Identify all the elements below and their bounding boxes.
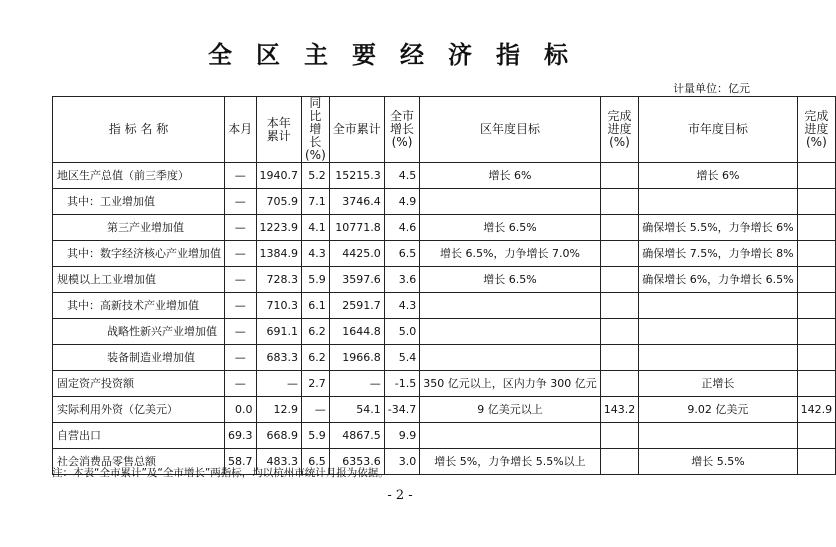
row-city-progress bbox=[797, 319, 836, 345]
row-city-total: 1644.8 bbox=[329, 319, 384, 345]
row-name: 规模以上工业增加值 bbox=[53, 267, 225, 293]
row-city-progress bbox=[797, 449, 836, 475]
row-district-progress bbox=[600, 267, 639, 293]
row-city-target: 增长 5.5% bbox=[639, 449, 797, 475]
row-city-total: 1966.8 bbox=[329, 345, 384, 371]
row-city-target bbox=[639, 423, 797, 449]
row-city-progress bbox=[797, 423, 836, 449]
row-name: 社会消费品零售总额 bbox=[53, 449, 225, 475]
row-district-target bbox=[420, 345, 600, 371]
row-city-total: 4425.0 bbox=[329, 241, 384, 267]
row-city-progress bbox=[797, 241, 836, 267]
row-city-target bbox=[639, 345, 797, 371]
row-district-target: 增长 6.5%，力争增长 7.0% bbox=[420, 241, 600, 267]
row-city-target: 增长 6% bbox=[639, 163, 797, 189]
table-body bbox=[53, 163, 836, 475]
row-district-target: 9 亿美元以上 bbox=[420, 397, 600, 423]
page-title: 全区主要经济指标 bbox=[208, 40, 592, 69]
row-yoy: 5.9 bbox=[302, 423, 330, 449]
row-district-target: 350 亿元以上，区内力争 300 亿元 bbox=[420, 371, 600, 397]
row-ytd: 1940.7 bbox=[256, 163, 302, 189]
row-city-growth: -1.5 bbox=[384, 371, 419, 397]
row-city-progress: 142.9 bbox=[797, 397, 836, 423]
row-city-total: 54.1 bbox=[329, 397, 384, 423]
row-ytd: 683.3 bbox=[256, 345, 302, 371]
row-name: 其中：数字经济核心产业增加值 bbox=[53, 241, 225, 267]
header-name: 指 标 名 称 bbox=[53, 97, 225, 163]
row-city-target bbox=[639, 189, 797, 215]
row-ytd: — bbox=[256, 371, 302, 397]
header-city-target: 市年度目标 bbox=[639, 97, 797, 163]
row-month: — bbox=[225, 371, 257, 397]
row-city-progress bbox=[797, 215, 836, 241]
header-city-growth: 全市增长 (%) bbox=[384, 97, 419, 163]
table-row bbox=[53, 397, 836, 423]
row-month: — bbox=[225, 189, 257, 215]
row-yoy: 2.7 bbox=[302, 371, 330, 397]
row-district-target bbox=[420, 423, 600, 449]
header-city-total: 全市累计 bbox=[329, 97, 384, 163]
row-district-progress bbox=[600, 241, 639, 267]
row-city-growth: 4.3 bbox=[384, 293, 419, 319]
row-yoy: 5.2 bbox=[302, 163, 330, 189]
row-yoy: — bbox=[302, 397, 330, 423]
row-name: 自营出口 bbox=[53, 423, 225, 449]
row-city-total: 3597.6 bbox=[329, 267, 384, 293]
row-district-progress: 143.2 bbox=[600, 397, 639, 423]
row-month: — bbox=[225, 267, 257, 293]
row-city-growth: 5.0 bbox=[384, 319, 419, 345]
row-ytd: 483.3 bbox=[256, 449, 302, 475]
table-row bbox=[53, 241, 836, 267]
row-district-target: 增长 6.5% bbox=[420, 267, 600, 293]
row-yoy: 4.3 bbox=[302, 241, 330, 267]
row-city-growth: -34.7 bbox=[384, 397, 419, 423]
row-district-target: 增长 6% bbox=[420, 163, 600, 189]
table-row bbox=[53, 267, 836, 293]
table-row bbox=[53, 345, 836, 371]
indicator-table bbox=[52, 96, 836, 475]
header-city-progress: 完成进度 (%) bbox=[797, 97, 836, 163]
table-row bbox=[53, 371, 836, 397]
table-row bbox=[53, 189, 836, 215]
row-name: 地区生产总值（前三季度） bbox=[53, 163, 225, 189]
row-city-progress bbox=[797, 267, 836, 293]
row-yoy: 7.1 bbox=[302, 189, 330, 215]
row-month: — bbox=[225, 241, 257, 267]
row-month: 0.0 bbox=[225, 397, 257, 423]
unit-label: 计量单位：亿元 bbox=[673, 82, 750, 95]
row-ytd: 12.9 bbox=[256, 397, 302, 423]
row-yoy: 4.1 bbox=[302, 215, 330, 241]
row-district-progress bbox=[600, 189, 639, 215]
row-city-target: 正增长 bbox=[639, 371, 797, 397]
header-ytd: 本年 累计 bbox=[256, 97, 302, 163]
row-city-progress bbox=[797, 163, 836, 189]
row-city-growth: 3.6 bbox=[384, 267, 419, 293]
row-month: 69.3 bbox=[225, 423, 257, 449]
row-month: 58.7 bbox=[225, 449, 257, 475]
row-city-growth: 6.5 bbox=[384, 241, 419, 267]
row-city-total: — bbox=[329, 371, 384, 397]
row-district-progress bbox=[600, 423, 639, 449]
row-ytd: 691.1 bbox=[256, 319, 302, 345]
row-city-target: 确保增长 5.5%，力争增长 6% bbox=[639, 215, 797, 241]
row-district-target: 增长 6.5% bbox=[420, 215, 600, 241]
row-city-total: 2591.7 bbox=[329, 293, 384, 319]
row-district-progress bbox=[600, 345, 639, 371]
row-district-target bbox=[420, 293, 600, 319]
header-district-progress: 完成进度 (%) bbox=[600, 97, 639, 163]
row-name: 实际利用外资（亿美元） bbox=[53, 397, 225, 423]
row-ytd: 1384.9 bbox=[256, 241, 302, 267]
row-month: — bbox=[225, 215, 257, 241]
header-yoy: 同比增长 (%) bbox=[302, 97, 330, 163]
row-city-growth: 5.4 bbox=[384, 345, 419, 371]
row-yoy: 6.2 bbox=[302, 345, 330, 371]
row-district-target bbox=[420, 319, 600, 345]
row-city-total: 4867.5 bbox=[329, 423, 384, 449]
row-city-progress bbox=[797, 371, 836, 397]
row-ytd: 728.3 bbox=[256, 267, 302, 293]
row-city-growth: 3.0 bbox=[384, 449, 419, 475]
row-ytd: 1223.9 bbox=[256, 215, 302, 241]
row-ytd: 668.9 bbox=[256, 423, 302, 449]
row-city-total: 10771.8 bbox=[329, 215, 384, 241]
row-city-target bbox=[639, 319, 797, 345]
row-city-total: 3746.4 bbox=[329, 189, 384, 215]
row-city-growth: 9.9 bbox=[384, 423, 419, 449]
row-city-target: 9.02 亿美元 bbox=[639, 397, 797, 423]
row-district-target bbox=[420, 189, 600, 215]
row-city-growth: 4.5 bbox=[384, 163, 419, 189]
row-city-progress bbox=[797, 345, 836, 371]
row-name: 第三产业增加值 bbox=[53, 215, 225, 241]
row-city-total: 6353.6 bbox=[329, 449, 384, 475]
row-district-progress bbox=[600, 293, 639, 319]
table-row bbox=[53, 423, 836, 449]
row-name: 其中：高新技术产业增加值 bbox=[53, 293, 225, 319]
row-district-target: 增长 5%，力争增长 5.5%以上 bbox=[420, 449, 600, 475]
row-district-progress bbox=[600, 449, 639, 475]
row-city-progress bbox=[797, 293, 836, 319]
table-header-row bbox=[53, 97, 836, 163]
row-ytd: 705.9 bbox=[256, 189, 302, 215]
row-city-target bbox=[639, 293, 797, 319]
row-yoy: 6.5 bbox=[302, 449, 330, 475]
table-row bbox=[53, 293, 836, 319]
row-month: — bbox=[225, 345, 257, 371]
table-row bbox=[53, 215, 836, 241]
row-name: 其中：工业增加值 bbox=[53, 189, 225, 215]
header-month: 本月 bbox=[225, 97, 257, 163]
row-name: 固定资产投资额 bbox=[53, 371, 225, 397]
row-district-progress bbox=[600, 215, 639, 241]
row-city-growth: 4.9 bbox=[384, 189, 419, 215]
row-city-progress bbox=[797, 189, 836, 215]
row-city-target: 确保增长 7.5%，力争增长 8% bbox=[639, 241, 797, 267]
row-month: — bbox=[225, 163, 257, 189]
row-name: 装备制造业增加值 bbox=[53, 345, 225, 371]
row-yoy: 5.9 bbox=[302, 267, 330, 293]
row-ytd: 710.3 bbox=[256, 293, 302, 319]
table-row bbox=[53, 163, 836, 189]
row-district-progress bbox=[600, 371, 639, 397]
row-name: 战略性新兴产业增加值 bbox=[53, 319, 225, 345]
header-district-target: 区年度目标 bbox=[420, 97, 600, 163]
row-city-total: 15215.3 bbox=[329, 163, 384, 189]
footnote: 注：本表“全市累计”及“全市增长”两指标，均以杭州市统计月报为依据。 bbox=[52, 467, 389, 479]
row-month: — bbox=[225, 319, 257, 345]
row-city-target: 确保增长 6%，力争增长 6.5% bbox=[639, 267, 797, 293]
row-yoy: 6.1 bbox=[302, 293, 330, 319]
row-city-growth: 4.6 bbox=[384, 215, 419, 241]
row-yoy: 6.2 bbox=[302, 319, 330, 345]
row-district-progress bbox=[600, 319, 639, 345]
row-district-progress bbox=[600, 163, 639, 189]
row-month: — bbox=[225, 293, 257, 319]
table-row bbox=[53, 319, 836, 345]
page-number: - 2 - bbox=[387, 488, 413, 503]
